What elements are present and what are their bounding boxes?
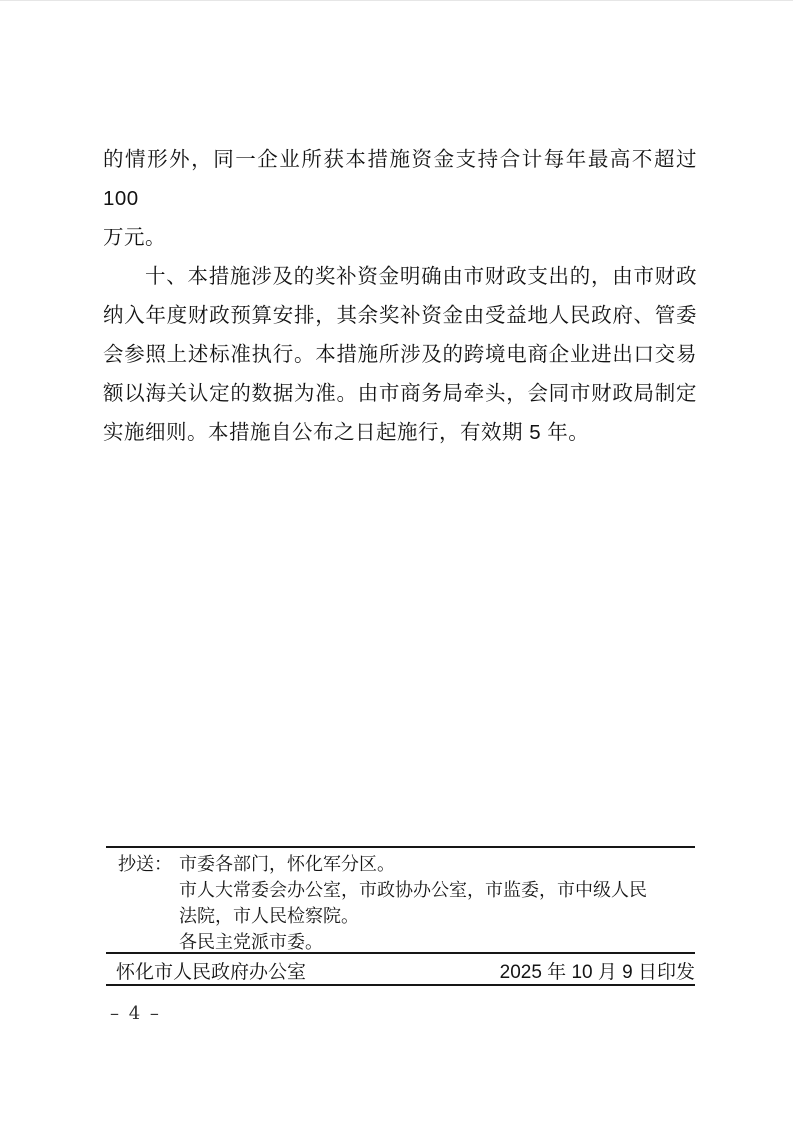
page-top-edge [0, 0, 793, 1]
cc-line: 法院，市人民检察院。 [179, 906, 359, 926]
body-line: 的情形外，同一企业所获本措施资金支持合计每年最高不超过 100 [103, 148, 697, 210]
footer-divider-middle [106, 952, 695, 954]
footer-divider-top [106, 846, 695, 848]
body-line: 额以海关认定的数据为准。由市商务局牵头，会同市财政局制定 [103, 382, 697, 405]
document-body [103, 140, 697, 452]
page-number: – 4 – [110, 1003, 161, 1024]
publisher-row [116, 962, 695, 984]
cc-label: 抄送： [118, 854, 172, 874]
cc-line: 市人大常委会办公室，市政协办公室，市监委，市中级人民 [179, 880, 647, 900]
body-line: 纳入年度财政预算安排，其余奖补资金由受益地人民政府、管委 [103, 304, 697, 327]
body-line: 十、本措施涉及的奖补资金明确由市财政支出的，由市财政 [145, 265, 697, 288]
body-line: 会参照上述标准执行。本措施所涉及的跨境电商企业进出口交易 [103, 343, 697, 366]
cc-section [118, 851, 695, 955]
cc-line: 市委各部门，怀化军分区。 [179, 854, 395, 874]
footer-divider-bottom [106, 984, 695, 986]
print-date: 2025 年 10 月 9 日印发 [499, 962, 695, 983]
cc-content [179, 851, 695, 955]
cc-line: 各民主党派市委。 [179, 932, 323, 952]
body-line: 实施细则。本措施自公布之日起施行，有效期 5 年。 [103, 421, 590, 444]
issuer-name: 怀化市人民政府办公室 [116, 962, 307, 983]
body-line: 万元。 [103, 226, 166, 249]
